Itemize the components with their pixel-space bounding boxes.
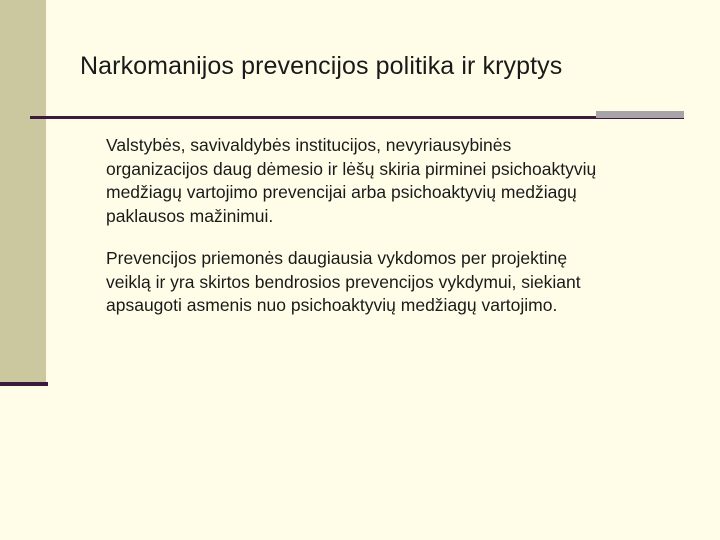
paragraph-1-line-2: organizacijos daug dėmesio ir lėšų skiria pirminei psichoaktyvių <box>106 158 597 179</box>
left-bar-underline <box>0 382 48 386</box>
paragraph-1-line-3: medžiagų vartojimo prevencijai arba psichoaktyvių medžiagų <box>106 182 577 202</box>
slide-title: Narkomanijos prevencijos politika ir kryptys <box>80 52 563 80</box>
title-divider-accent <box>596 111 684 118</box>
paragraph-1 <box>106 134 706 228</box>
paragraph-2 <box>106 247 706 318</box>
paragraph-2-line-1: Prevencijos priemonės daugiausia vykdomos per projektinę <box>106 248 568 268</box>
paragraph-1-line-4: paklausos mažinimui. <box>106 205 274 226</box>
left-decorative-bar <box>0 0 46 384</box>
paragraph-2-line-3: apsaugoti asmenis nuo psichoaktyvių medžiagų vartojimo. <box>106 295 558 315</box>
title-divider <box>30 116 684 119</box>
paragraph-1-line-1: Valstybės, savivaldybės institucijos, nevyriausybinės <box>106 135 512 155</box>
paragraph-2-line-2: veiklą ir yra skirtos bendrosios prevencijos vykdymui, siekiant <box>106 271 581 292</box>
slide-body <box>106 134 706 337</box>
